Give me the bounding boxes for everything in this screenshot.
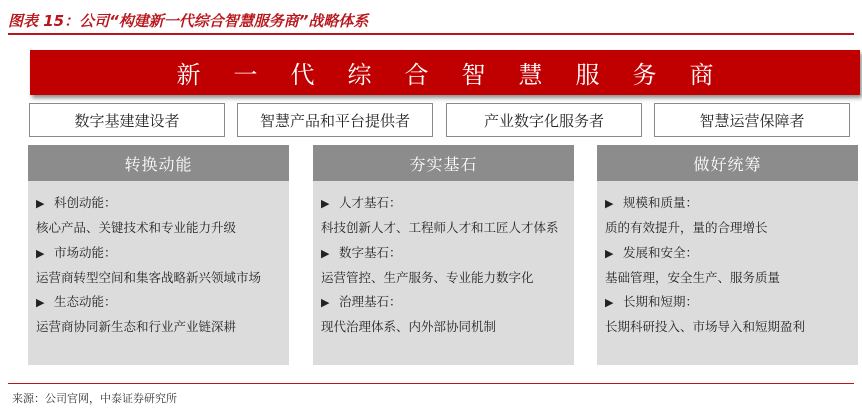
banner-text: 新一代综合智慧服务商 xyxy=(176,61,747,89)
source-divider xyxy=(8,383,854,384)
item-head: 科创动能： xyxy=(54,195,117,210)
triangle-bullet-icon: ▶ xyxy=(321,246,330,260)
triangle-bullet-icon: ▶ xyxy=(36,246,45,260)
item-head: 市场动能： xyxy=(54,244,117,260)
item-text: 质的有效提升，量的合理增长 xyxy=(605,220,768,236)
triangle-bullet-icon: ▶ xyxy=(605,197,614,210)
source-note: 来源：公司官网，中泰证券研究所 xyxy=(12,392,177,405)
item-head: 生态动能： xyxy=(54,294,117,310)
panel-solidify-foundation xyxy=(313,145,574,365)
item-head: 发展和安全： xyxy=(623,244,699,260)
item-head: 规模和质量： xyxy=(623,195,699,210)
panel-title: 转换动能 xyxy=(28,145,289,181)
role-box-industry-digitalization: 产业数字化服务者 xyxy=(446,103,642,137)
triangle-bullet-icon: ▶ xyxy=(605,296,614,310)
panel-overall-planning xyxy=(597,145,858,365)
item-text: 运营商协同新生态和行业产业链深耕 xyxy=(36,319,237,335)
item-text: 核心产品、关键技术和专业能力升级 xyxy=(36,220,237,236)
item-text: 长期科研投入、市场导入和短期盈利 xyxy=(605,319,806,335)
item-text: 现代治理体系、内外部协同机制 xyxy=(321,319,497,335)
panel-title: 夯实基石 xyxy=(313,145,574,181)
role-box-digital-infrastructure: 数字基建建设者 xyxy=(29,103,225,137)
figure-title: 图表 15：公司“构建新一代综合智慧服务商”战略体系 xyxy=(8,12,369,30)
item-text: 运营管控、生产服务、专业能力数字化 xyxy=(321,269,534,285)
panel-title: 做好统筹 xyxy=(597,145,858,181)
strategy-banner xyxy=(30,50,860,95)
item-text: 科技创新人才、工程师人才和工匠人才体系 xyxy=(321,220,559,236)
item-text: 基础管理，安全生产、服务质量 xyxy=(605,269,781,285)
item-head: 人才基石： xyxy=(339,195,402,210)
item-head: 长期和短期： xyxy=(623,294,699,310)
item-head: 治理基石： xyxy=(339,294,402,310)
triangle-bullet-icon: ▶ xyxy=(321,197,330,210)
item-text: 运营商转型空间和集客战略新兴领域市场 xyxy=(36,269,262,285)
panel-transform-momentum xyxy=(28,145,289,365)
title-divider xyxy=(8,33,854,35)
triangle-bullet-icon: ▶ xyxy=(321,296,330,310)
role-box-smart-operations: 智慧运营保障者 xyxy=(654,103,850,137)
triangle-bullet-icon: ▶ xyxy=(605,246,614,260)
item-head: 数字基石： xyxy=(339,244,402,260)
role-box-smart-products: 智慧产品和平台提供者 xyxy=(237,103,433,137)
triangle-bullet-icon: ▶ xyxy=(36,197,45,210)
triangle-bullet-icon: ▶ xyxy=(36,296,45,310)
